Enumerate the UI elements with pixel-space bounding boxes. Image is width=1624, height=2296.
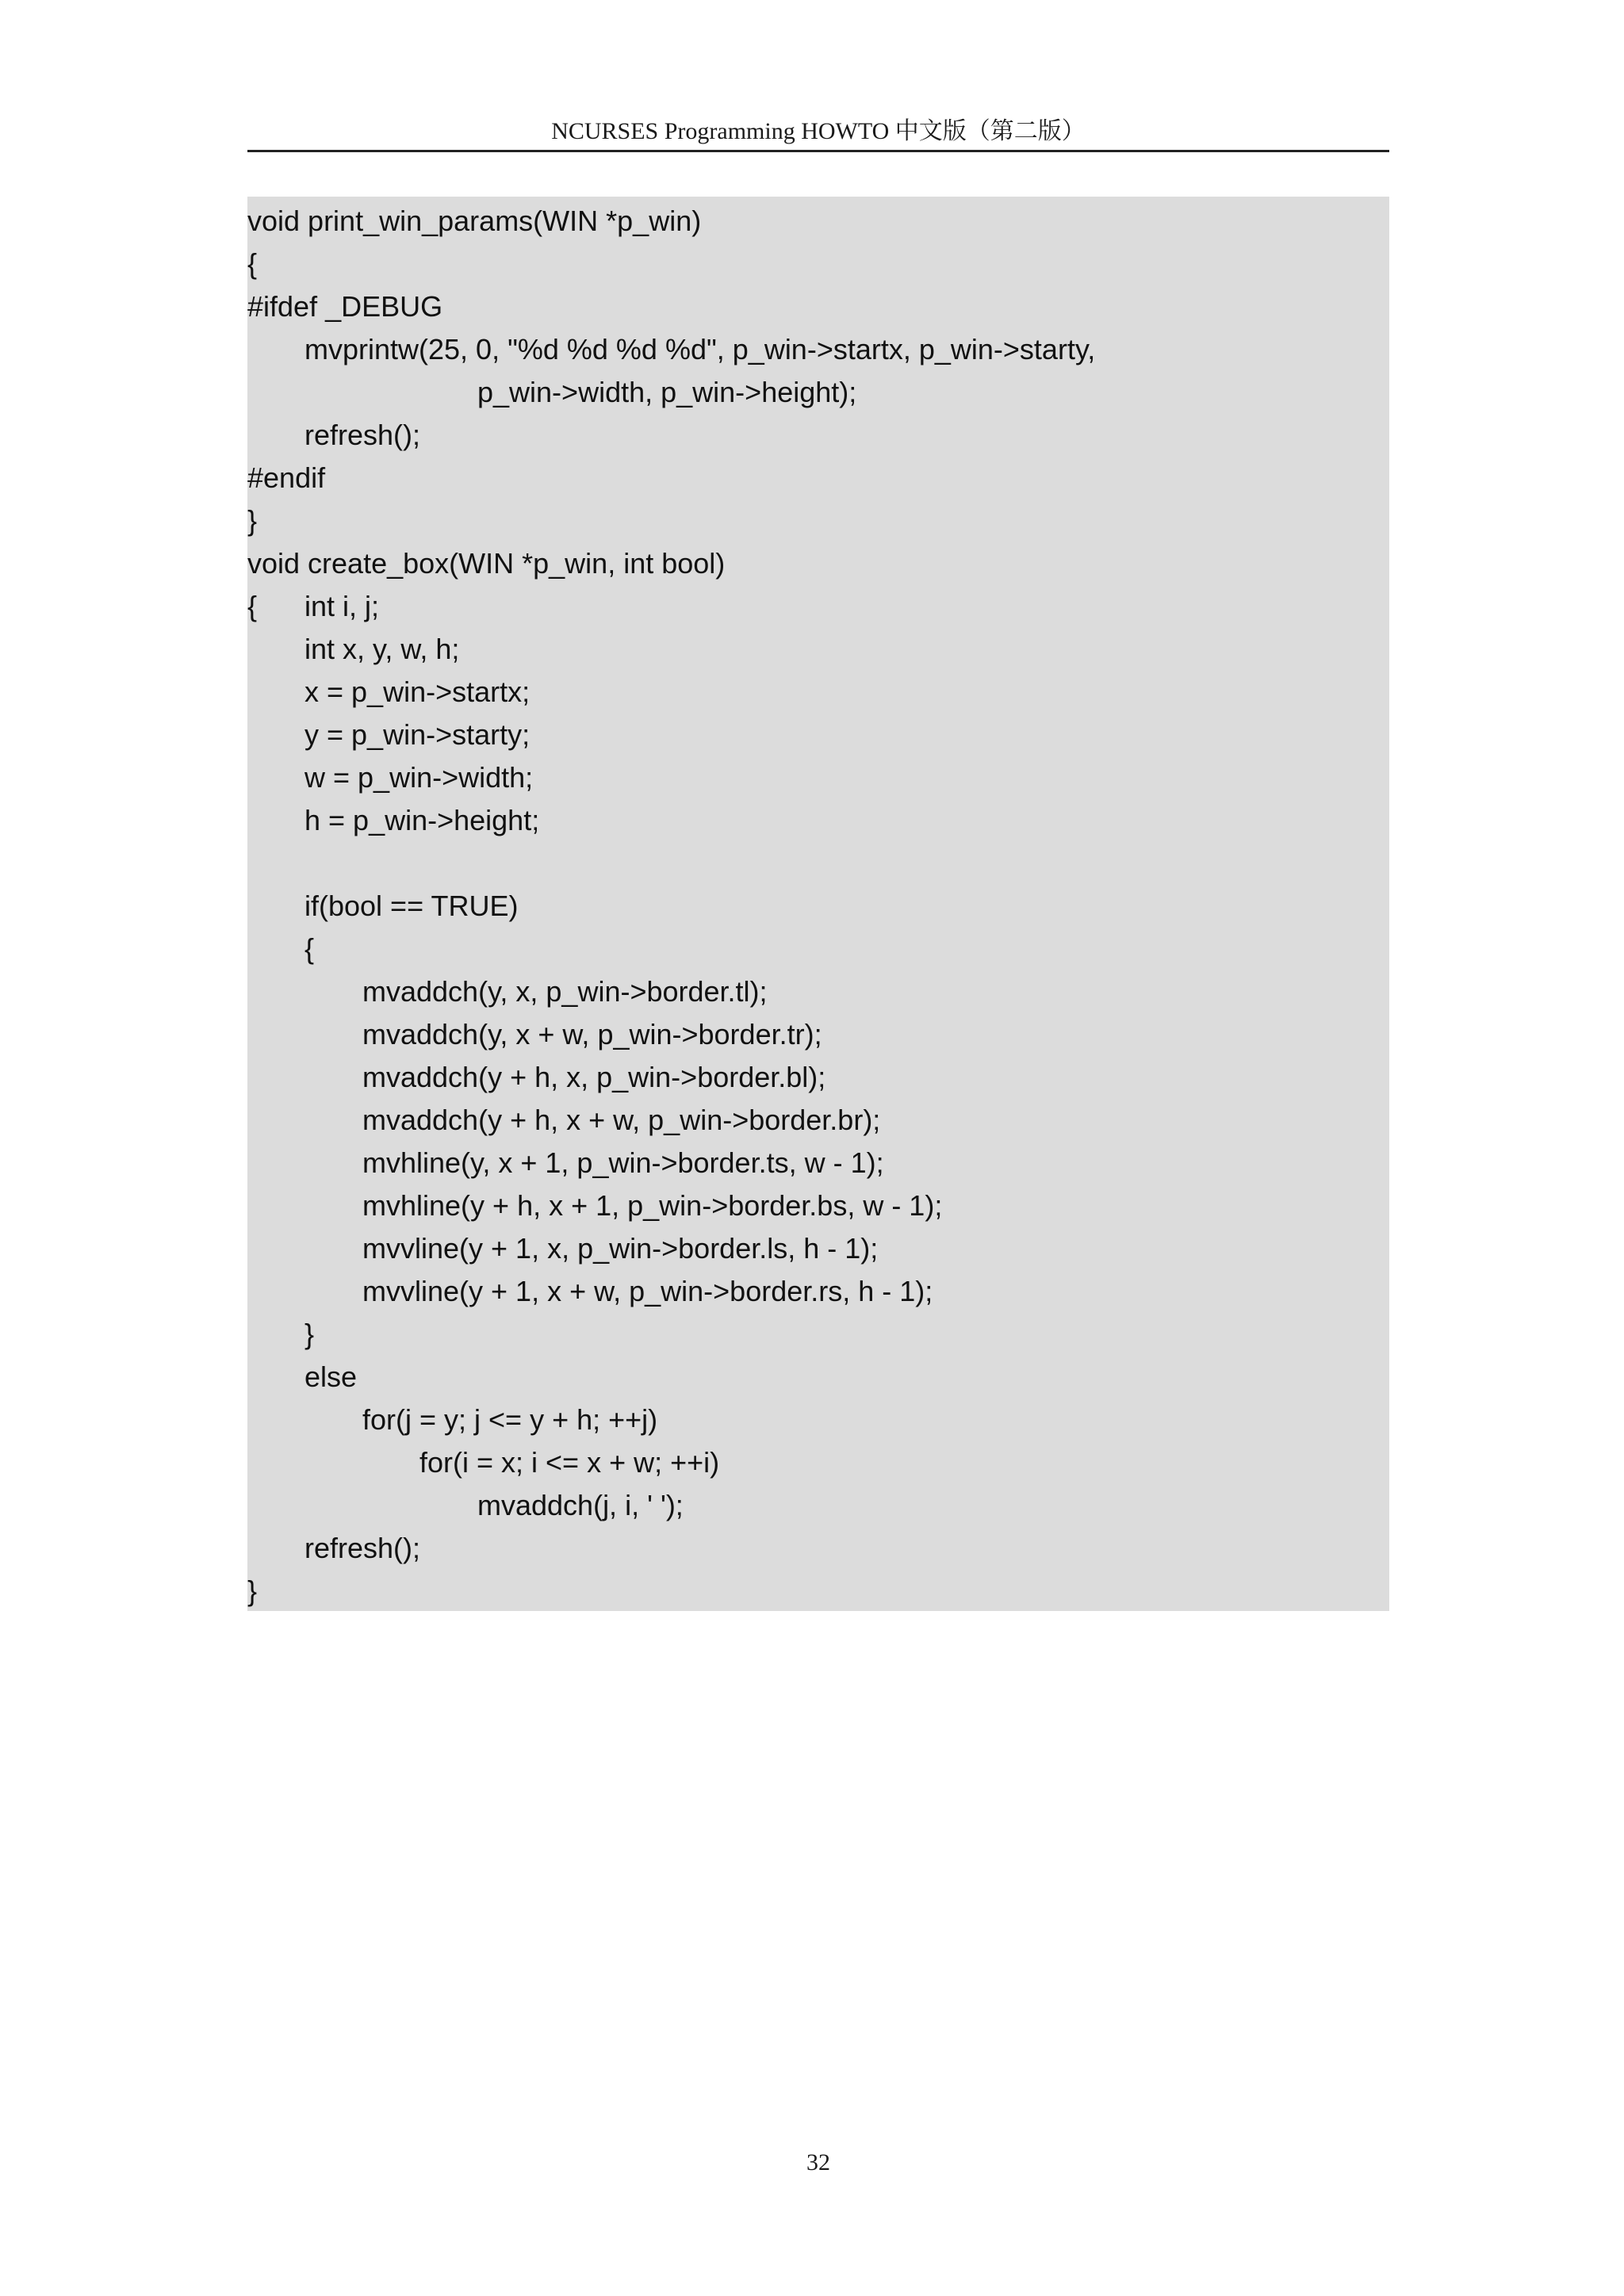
code-line: #endif (247, 461, 326, 494)
code-block (247, 197, 1389, 1611)
code-line: p_win->width, p_win->height); (477, 376, 857, 408)
code-line: mvvline(y + 1, x, p_win->border.ls, h - 1); (362, 1232, 879, 1265)
code-line: } (247, 504, 258, 537)
code-line: h = p_win->height; (304, 804, 540, 836)
code-line: mvaddch(y + h, x, p_win->border.bl); (362, 1061, 826, 1093)
code-line: } (247, 1575, 258, 1607)
code-line: } (304, 1318, 315, 1350)
code-line: mvhline(y + h, x + 1, p_win->border.bs, w - 1); (362, 1189, 943, 1222)
page-header: NCURSES Programming HOWTO 中文版（第二版） (551, 118, 1086, 144)
code-line: { (247, 590, 258, 622)
code-line: y = p_win->starty; (304, 718, 530, 751)
code-line: mvaddch(y + h, x + w, p_win->border.br); (362, 1104, 881, 1136)
code-line: #ifdef _DEBUG (247, 290, 443, 323)
code-line: int i, j; (304, 590, 380, 622)
header-rule (247, 150, 1389, 152)
code-line: w = p_win->width; (304, 761, 534, 794)
code-line: { (247, 247, 258, 280)
code-line: refresh(); (304, 1532, 421, 1564)
code-line: mvaddch(y, x, p_win->border.tl); (362, 975, 768, 1008)
code-line: mvprintw(25, 0, "%d %d %d %d", p_win->startx, p_win->starty, (304, 333, 1096, 365)
code-line: mvhline(y, x + 1, p_win->border.ts, w - 1); (362, 1146, 884, 1179)
code-line: if(bool == TRUE) (304, 890, 519, 922)
code-line: mvaddch(y, x + w, p_win->border.tr); (362, 1018, 822, 1050)
code-line: mvaddch(j, i, ' '); (477, 1489, 684, 1521)
code-line: void create_box(WIN *p_win, int bool) (247, 547, 726, 580)
code-line: void print_win_params(WIN *p_win) (247, 205, 702, 237)
page-number: 32 (806, 2149, 830, 2175)
code-line: int x, y, w, h; (304, 633, 460, 665)
code-line: for(j = y; j <= y + h; ++j) (362, 1403, 658, 1436)
code-line: x = p_win->startx; (304, 675, 530, 708)
code-line: refresh(); (304, 419, 421, 451)
code-line: else (304, 1360, 358, 1393)
code-line: { (304, 932, 315, 965)
code-line: for(i = x; i <= x + w; ++i) (419, 1446, 720, 1479)
code-line: mvvline(y + 1, x + w, p_win->border.rs, h - 1); (362, 1275, 933, 1307)
